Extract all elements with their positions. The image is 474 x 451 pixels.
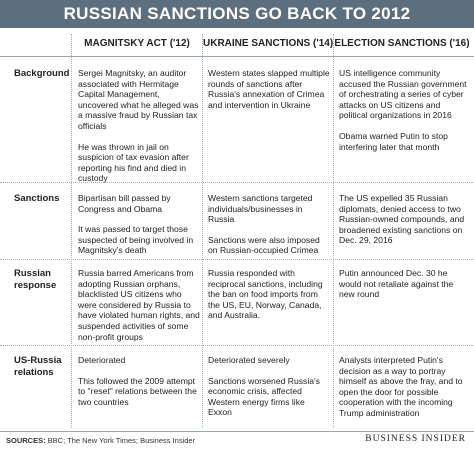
row-divider <box>0 345 474 346</box>
table-cell <box>208 193 330 256</box>
table-cell <box>208 68 330 110</box>
cell-paragraph: Western states slapped multiple rounds of sanctions after Russia's annexation of Crimea and intervention in Ukraine <box>208 68 330 110</box>
sources-text: BBC; The New York Times; Business Insider <box>45 436 196 445</box>
sources-label: SOURCES: <box>6 436 46 445</box>
row-label-sanctions: Sanctions <box>14 193 60 204</box>
cell-paragraph: This followed the 2009 attempt to "reset" relations between the two countries <box>78 375 197 407</box>
sources-credit <box>6 436 195 445</box>
table-cell <box>208 355 330 418</box>
business-insider-logo: BUSINESS INSIDER <box>365 434 466 444</box>
table-cell <box>78 68 200 184</box>
column-header-magnitsky: MAGNITSKY ACT ('12) <box>84 38 190 49</box>
table-cell <box>208 268 330 321</box>
row-label-russian-response: Russian response <box>14 268 57 291</box>
page-title: RUSSIAN SANCTIONS GO BACK TO 2012 <box>0 0 474 28</box>
table-cell <box>339 268 469 300</box>
table-cell <box>339 68 469 152</box>
cell-paragraph: Deteriorated <box>78 355 126 365</box>
cell-paragraph: Analysts interpreted Putin's decision as a way to portray himself as above the fray, and to open the door for possible cooperation with the incoming Trump administration <box>339 355 463 418</box>
cell-paragraph: Putin announced Dec. 30 he would not retaliate against the new round <box>339 268 454 300</box>
row-divider <box>0 259 474 260</box>
cell-paragraph: The US expelled 35 Russian diplomats, denied access to two Russian-owned compounds, and broadened existing sanctions on Dec. 29, 2016 <box>339 193 465 246</box>
cell-paragraph: Russia barred Americans from adopting Russian orphans, blacklisted US citizens who were considered by Russia to have violated human rights, and suspended activities of some non-profit groups <box>78 268 200 342</box>
column-divider <box>71 34 72 428</box>
row-label-background: Background <box>14 68 70 79</box>
column-header-ukraine: UKRAINE SANCTIONS ('14) <box>203 38 334 49</box>
cell-paragraph: Deteriorated severely <box>208 355 290 365</box>
cell-paragraph: Russia responded with reciprocal sanctions, including the ban on food imports from the US, EU, Norway, Canada, and Australia. <box>208 268 323 321</box>
table-cell <box>78 193 200 256</box>
cell-paragraph: He was thrown in jail on suspicion of tax evasion after reporting his find and died in custody <box>78 141 189 184</box>
column-divider <box>333 34 334 428</box>
row-divider <box>0 182 474 183</box>
cell-paragraph: Bipartisan bill passed by Congress and Obama <box>78 193 171 214</box>
column-divider <box>202 34 203 428</box>
cell-paragraph: Sanctions worsened Russia's economic crisis, affected Western energy firms like Exxon <box>208 375 320 418</box>
footer-divider <box>0 431 474 432</box>
cell-paragraph: Obama warned Putin to stop interfering later that month <box>339 130 448 152</box>
table-cell <box>78 355 200 407</box>
cell-paragraph: US intelligence community accused the Russian government of orchestrating a series of cyber attacks on US citizens and political organizations in 2016 <box>339 68 467 121</box>
table-cell <box>339 193 469 246</box>
row-label-us-russia-relations: US-Russia relations <box>14 355 62 378</box>
cell-paragraph: Sergei Magnitsky, an auditor associated with Hermitage Capital Management, uncovered what he alleged was a massive fraud by Russian tax officials <box>78 68 199 131</box>
table-cell <box>78 268 200 342</box>
column-header-election: ELECTION SANCTIONS ('16) <box>334 38 470 49</box>
cell-paragraph: It was passed to target those suspected of being involved in Magnitsky's death <box>78 224 194 256</box>
cell-paragraph: Western sanctions targeted individuals/businesses in Russia <box>208 193 313 225</box>
cell-paragraph: Sanctions were also imposed on Russian-occupied Crimea <box>208 234 320 256</box>
table-cell <box>339 355 469 419</box>
